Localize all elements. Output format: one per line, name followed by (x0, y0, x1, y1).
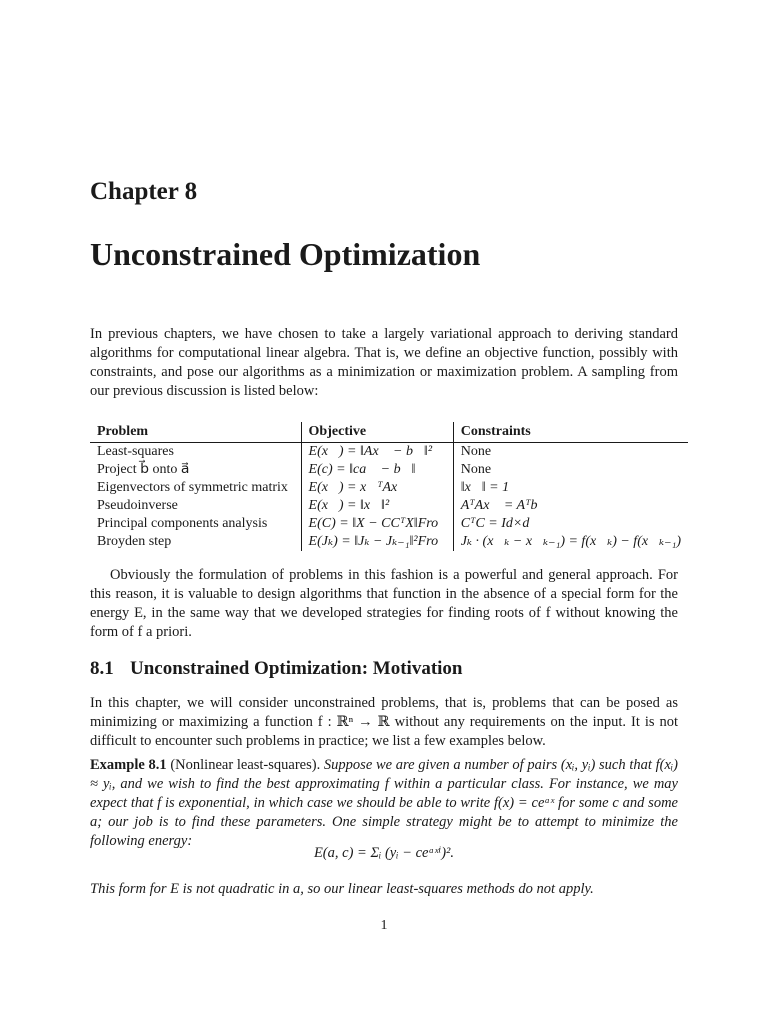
example-text: Suppose we are given a number of pairs (xᵢ, yᵢ) such that f(xᵢ) ≈ yᵢ, and we wish to find the best approximating f within a particular class. For instance, we may expect that f is exponential, in which case we should be able to write f(x) = ceᵃˣ for some c and some a; our job is to find these parameters. One simple strategy might be to attempt to minimize the following energy: (90, 757, 679, 849)
table-row (90, 515, 688, 533)
objective-cell: E(C) = ‖X − CCᵀX‖Fro (301, 515, 453, 533)
example-title: (Nonlinear least-squares). (170, 757, 321, 773)
constraints-cell: ‖x⃗‖ = 1 (453, 479, 688, 497)
table-row (90, 461, 688, 479)
example-block (90, 756, 678, 851)
chapter-title: Unconstrained Optimization (90, 236, 481, 272)
table-row (90, 479, 688, 497)
chapter-label: Chapter 8 (90, 178, 198, 205)
table-row (90, 533, 688, 551)
problem-cell: Broyden step (97, 534, 172, 549)
problems-table (90, 422, 688, 551)
objective-cell: E(x⃗) = ‖x⃗‖² (301, 497, 453, 515)
constraints-cell: None (453, 461, 688, 479)
example-label: Example 8.1 (90, 757, 167, 773)
table-header-constraints: Constraints (453, 422, 688, 443)
page-number: 1 (380, 918, 388, 933)
problem-cell: Principal components analysis (97, 516, 268, 531)
objective-cell: E(c) = ‖ca⃗ − b⃗‖ (301, 461, 453, 479)
table-header-problem: Problem (90, 422, 301, 443)
section-heading (90, 658, 463, 680)
problem-cell: Least-squares (97, 444, 174, 459)
body-paragraph: Obviously the formulation of problems in this fashion is a powerful and general approach. For this reason, it is valuable to design algorithms that function in the absence of a special form for the energy E, in the same way that we developed strategies for finding roots of f without knowing the form of f a priori. (90, 567, 678, 640)
constraints-cell: AᵀAx⃗ = Aᵀb⃗ (453, 497, 688, 515)
section-title: Unconstrained Optimization: Motivation (130, 658, 463, 679)
table-row (90, 497, 688, 515)
intro-paragraph: In previous chapters, we have chosen to take a largely variational approach to deriving standard algorithms for computational linear algebra. That is, we define an objective function, possibly with constraints, and pose our algorithms as a minimization or maximization problem. A sampling from our previous discussion is listed below: (90, 326, 678, 399)
objective-cell: E(x⃗) = x⃗ᵀAx⃗ (301, 479, 453, 497)
body-paragraph: In this chapter, we will consider unconstrained problems, that is, problems that can be posed as minimizing or maximizing a function f : ℝⁿ → ℝ without any requirements on the input. It is not difficult to encounter such problems in practice; we list a few examples below. (90, 695, 678, 749)
table-header-objective: Objective (301, 422, 453, 443)
table-header-row (90, 422, 688, 443)
problem-cell: Pseudoinverse (97, 498, 178, 513)
constraints-cell: Jₖ · (x⃗ₖ − x⃗ₖ₋₁) = f(x⃗ₖ) − f(x⃗ₖ₋₁) (453, 533, 688, 551)
objective-cell: E(x⃗) = ‖Ax⃗ − b⃗‖² (301, 443, 453, 462)
problem-cell: Project b⃗ onto a⃗ (97, 462, 190, 477)
table-row (90, 443, 688, 462)
problem-cell: Eigenvectors of symmetric matrix (97, 480, 288, 495)
objective-cell: E(Jₖ) = ‖Jₖ − Jₖ₋₁‖²Fro (301, 533, 453, 551)
constraints-cell: CᵀC = Id×d (453, 515, 688, 533)
display-equation: E(a, c) = Σᵢ (yᵢ − ceᵃˣⁱ)². (313, 845, 455, 861)
constraints-cell: None (453, 443, 688, 462)
example-conclusion: This form for E is not quadratic in a, so our linear least-squares methods do not apply. (90, 881, 594, 897)
section-number: 8.1 (90, 658, 114, 679)
